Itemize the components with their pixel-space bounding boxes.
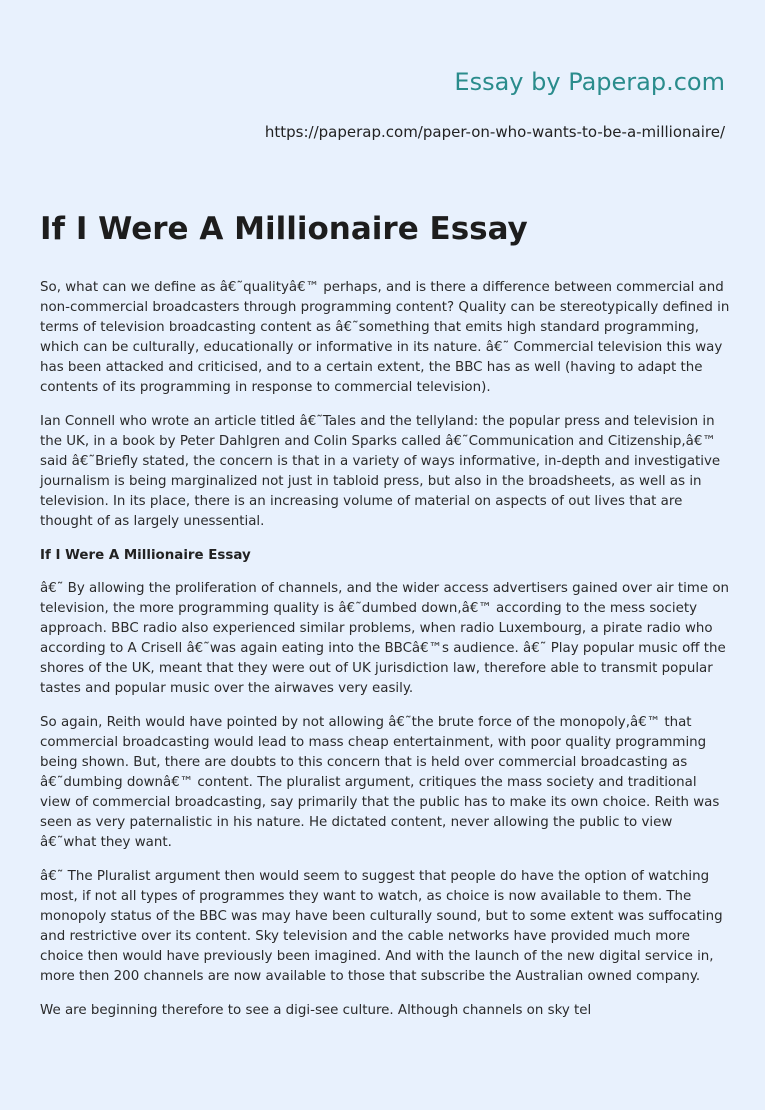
paragraph: So, what can we define as â€˜qualityâ€™ perhaps, and is there a difference between commercial and non-commercial broadcasters through programming content? Quality can be stereotypically defined in terms of television broadcasting content as â€˜something that emits high standard programming, which can be culturally, educationally or informative in its nature. â€˜ Commercial television this way has been attacked and criticised, and to a certain extent, the BBC has as well (having to adapt the contents of its programming in response to commercial television). [40, 280, 730, 395]
article-body [40, 278, 730, 1035]
section-subheading: If I Were A Millionaire Essay [40, 548, 251, 563]
paragraph: We are beginning therefore to see a digi-see culture. Although channels on sky tel [40, 1003, 592, 1018]
paragraph: Ian Connell who wrote an article titled â€˜Tales and the tellyland: the popular press and television in the UK, in a book by Peter Dahlgren and Colin Sparks called â€˜Communication and Citizenship,â€™ said â€˜Briefly stated, the concern is that in a variety of ways informative, in-depth and investigative journalism is being marginalized not just in tabloid press, but also in the broadsheets, as well as in television. In its place, there is an increasing volume of material on aspects of out lives that are thought of as largely unessential. [40, 414, 721, 529]
page-title: If I Were A Millionaire Essay [40, 211, 528, 247]
site-brand[interactable]: Essay by Paperap.com [454, 68, 725, 96]
paragraph: So again, Reith would have pointed by not allowing â€˜the brute force of the monopoly,â€™ that commercial broadcasting would lead to mass cheap entertainment, with poor quality programming being shown. But, there are doubts to this concern that is held over commercial broadcasting as â€˜dumbing downâ€™ content. The pluralist argument, critiques the mass society and traditional view of commercial broadcasting, say primarily that the public has to make its own choice. Reith was seen as very paternalistic in his nature. He dictated content, never allowing the public to view â€˜what they want. [40, 715, 720, 850]
source-url[interactable]: https://paperap.com/paper-on-who-wants-to-be-a-millionaire/ [264, 123, 725, 141]
site-header [125, 66, 725, 142]
paragraph: â€˜ By allowing the proliferation of channels, and the wider access advertisers gained over air time on television, the more programming quality is â€˜dumbed down,â€™ according to the mess society approach. BBC radio also experienced similar problems, when radio Luxembourg, a pirate radio who according to A Crisell â€˜was again eating into the BBCâ€™s audience. â€˜ Play popular music off the shores of the UK, meant that they were out of UK jurisdiction law, therefore able to transmit popular tastes and popular music over the airwaves very easily. [40, 581, 730, 696]
paragraph: â€˜ The Pluralist argument then would seem to suggest that people do have the option of watching most, if not all types of programmes they want to watch, as choice is now available to them. The monopoly status of the BBC was may have been culturally sound, but to some extent was suffocating and restrictive over its content. Sky television and the cable networks have provided much more choice then would have previously been imagined. And with the launch of the new digital service in, more then 200 channels are now available to those that subscribe the Australian owned company. [40, 869, 723, 984]
